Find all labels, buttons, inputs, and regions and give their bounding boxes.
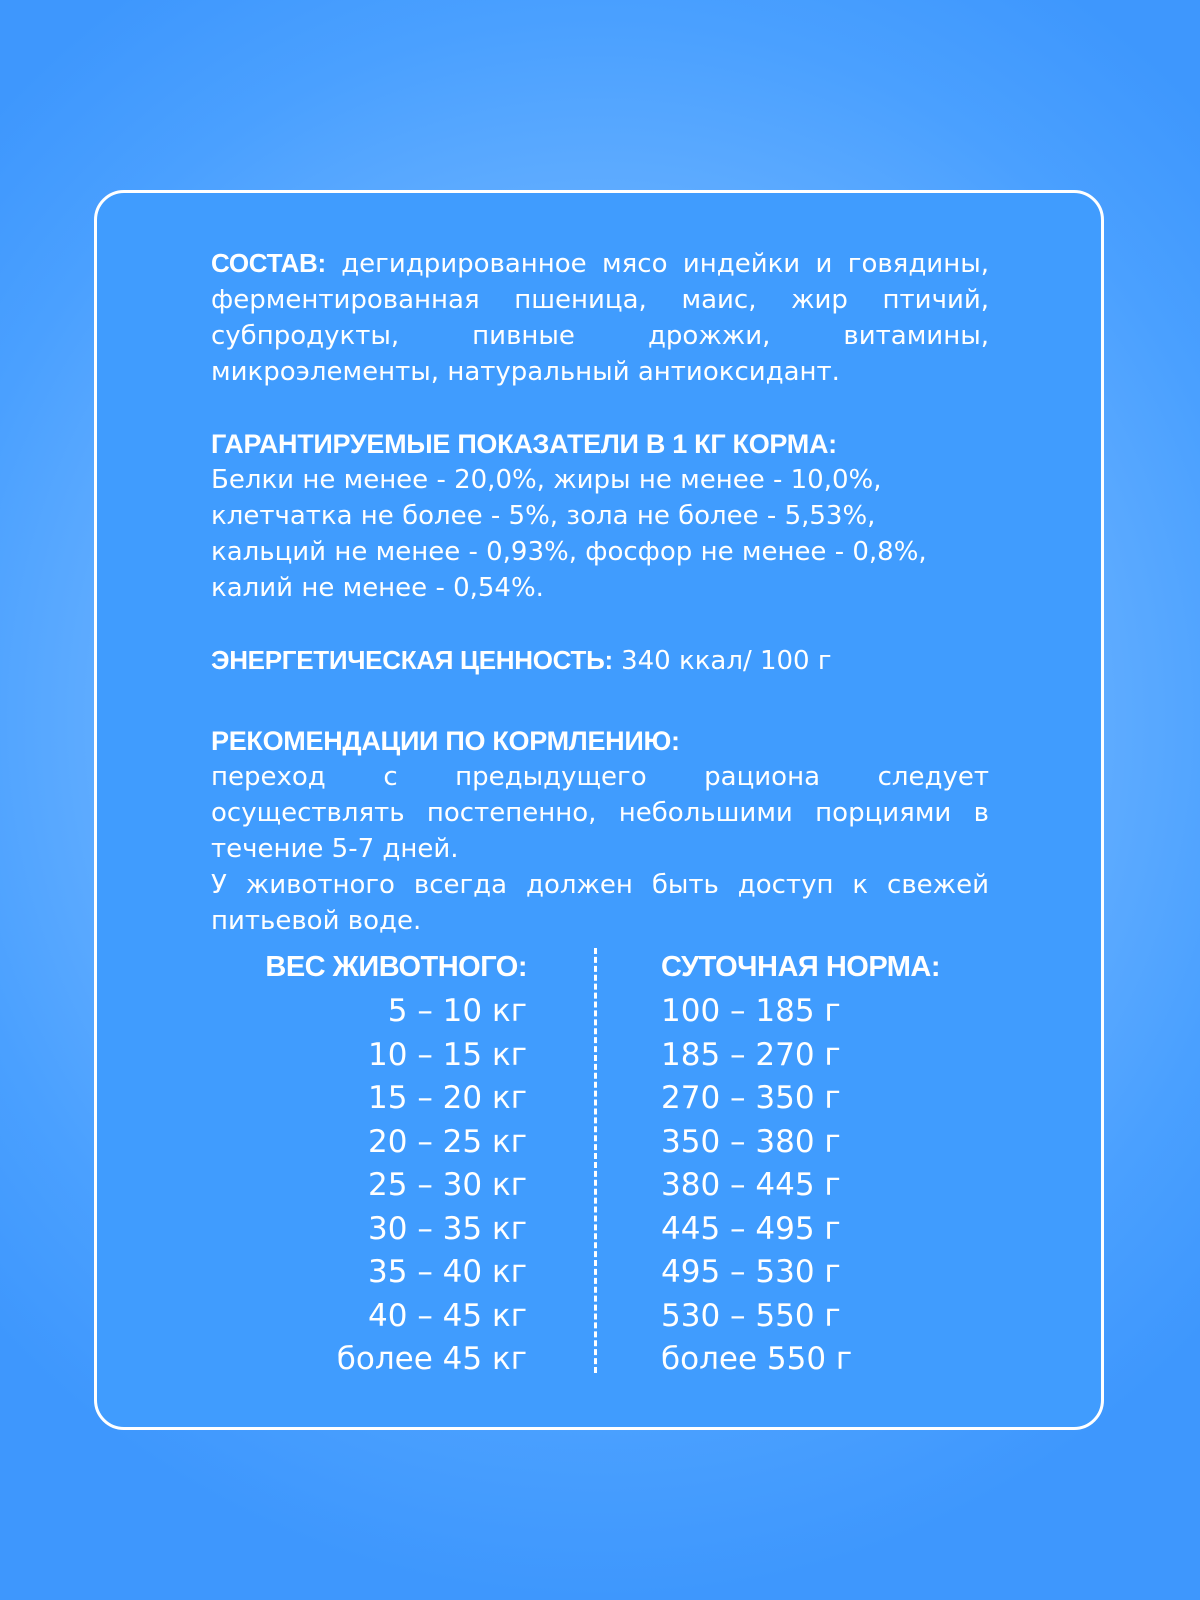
composition-paragraph	[211, 245, 989, 390]
norm-cell: 445 – 495 г	[661, 1210, 841, 1247]
weight-cell: 35 – 40 кг	[368, 1254, 527, 1290]
norm-cell: 100 – 185 г	[661, 993, 841, 1029]
weight-column	[265, 948, 527, 1382]
dashed-divider	[594, 948, 597, 1373]
composition-text: дегидрированное мясо индейки и говядины, ферментированная пшеница, маис, жир птичий, субпродукты, пивные дрожжи, витамины, микроэлементы, натуральный антиоксидант.	[211, 249, 989, 387]
guaranteed-section	[211, 426, 989, 606]
norm-cell: 530 – 550 г	[661, 1297, 841, 1334]
weight-cell: 30 – 35 кг	[368, 1210, 527, 1247]
weight-cell: 15 – 20 кг	[368, 1080, 527, 1116]
energy-paragraph	[211, 642, 989, 679]
guaranteed-line: кальций не менее - 0,93%, фосфор не менее - 0,8%,	[211, 537, 927, 567]
guaranteed-line: Белки не менее - 20,0%, жиры не менее - 10,0%,	[211, 465, 882, 495]
guaranteed-line: калий не менее - 0,54%.	[211, 573, 544, 603]
info-content	[211, 245, 989, 939]
info-card	[94, 190, 1104, 1430]
guaranteed-heading: ГАРАНТИРУЕМЫЕ ПОКАЗАТЕЛИ В 1 КГ КОРМА:	[211, 429, 837, 459]
norm-cell: 350 – 380 г	[661, 1123, 841, 1160]
guaranteed-line: клетчатка не более - 5%, зола не более - 5,53%,	[211, 501, 876, 531]
weight-cell: 40 – 45 кг	[368, 1297, 527, 1334]
energy-value: 340 ккал/ 100 г	[612, 646, 832, 676]
norm-cell: 495 – 530 г	[661, 1254, 841, 1290]
composition-label: СОСТАВ:	[211, 248, 326, 278]
norm-cell: 380 – 445 г	[661, 1167, 841, 1203]
weight-header: ВЕС ЖИВОТНОГО:	[265, 951, 527, 983]
guaranteed-values	[211, 462, 989, 606]
weight-cell: 5 – 10 кг	[387, 993, 527, 1029]
recommendations-section	[211, 723, 989, 939]
weight-cell: более 45 кг	[336, 1341, 527, 1377]
norm-cell: 185 – 270 г	[661, 1036, 841, 1073]
recommendations-heading: РЕКОМЕНДАЦИИ ПО КОРМЛЕНИЮ:	[211, 726, 680, 756]
recommendations-text-2: У животного всегда должен быть доступ к свежей питьевой воде.	[211, 870, 989, 936]
recommendations-text-1: переход с предыдущего рациона следует осуществлять постепенно, небольшими порциями в течение 5-7 дней.	[211, 762, 989, 864]
weight-cell: 10 – 15 кг	[368, 1036, 527, 1073]
norm-column	[661, 948, 940, 1382]
weight-cell: 25 – 30 кг	[368, 1167, 527, 1203]
norm-cell: более 550 г	[661, 1341, 853, 1377]
norm-cell: 270 – 350 г	[661, 1080, 841, 1116]
energy-label: ЭНЕРГЕТИЧЕСКАЯ ЦЕННОСТЬ:	[211, 645, 613, 675]
weight-cell: 20 – 25 кг	[368, 1123, 527, 1160]
norm-header: СУТОЧНАЯ НОРМА:	[661, 951, 941, 983]
feeding-table	[97, 948, 1107, 1378]
